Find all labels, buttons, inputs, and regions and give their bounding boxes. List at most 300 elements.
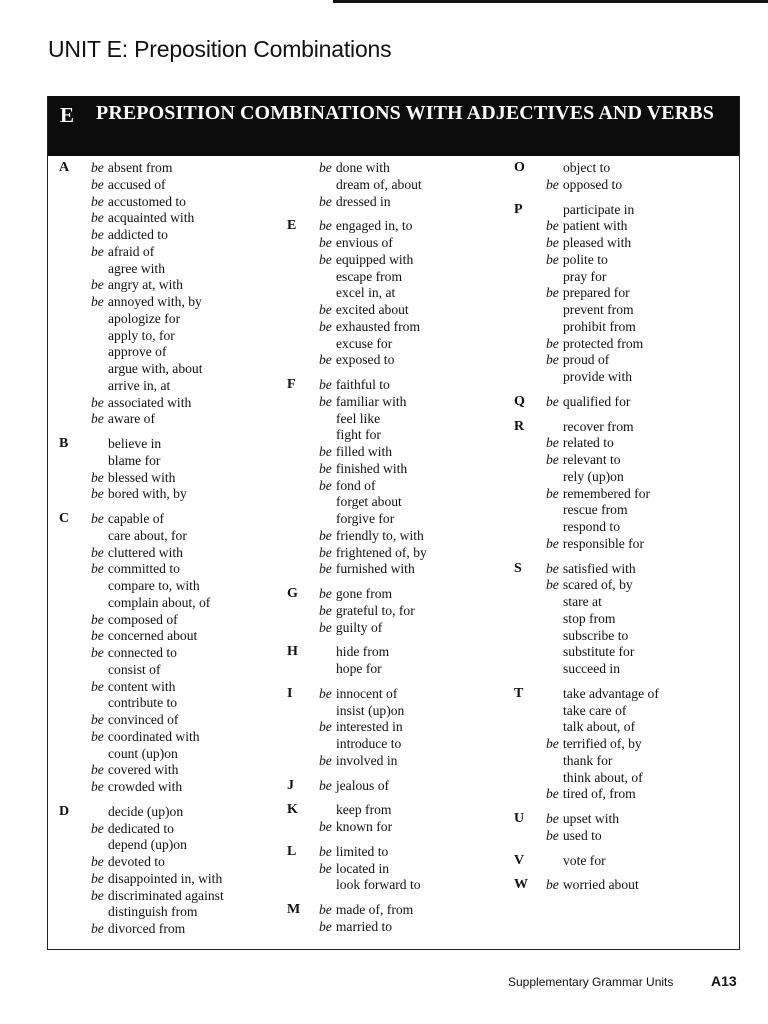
entry-text: blessed with xyxy=(107,469,176,485)
entry-text: equipped with xyxy=(335,251,414,267)
entry xyxy=(319,336,508,353)
entry-text: content with xyxy=(107,678,176,694)
entry-text: excited about xyxy=(335,302,409,317)
entry-list xyxy=(546,686,738,803)
entry xyxy=(546,611,738,628)
entry-text: think about, of xyxy=(563,769,643,785)
section-banner xyxy=(48,96,739,156)
entry xyxy=(319,252,508,269)
entry-text: escape from xyxy=(336,268,403,284)
entry xyxy=(91,361,278,378)
entry xyxy=(546,486,738,503)
entry xyxy=(91,645,278,662)
be-prefix: be xyxy=(91,728,104,744)
letter-group xyxy=(48,160,278,428)
entry xyxy=(91,612,278,629)
be-prefix: be xyxy=(91,779,104,794)
be-prefix: be xyxy=(319,902,332,917)
be-prefix: be xyxy=(91,561,104,577)
entry-text: talk about, of xyxy=(563,719,636,735)
entry-list xyxy=(546,561,738,678)
letter-group xyxy=(508,394,738,411)
entry-text: excuse for xyxy=(336,335,393,351)
entry xyxy=(546,435,738,452)
entry xyxy=(91,436,278,453)
be-prefix: be xyxy=(546,535,559,551)
be-prefix: be xyxy=(319,251,332,267)
letter-group xyxy=(508,877,738,894)
entry xyxy=(91,470,278,487)
entry-list xyxy=(319,802,508,836)
entry xyxy=(546,285,738,302)
entry xyxy=(546,877,738,894)
group-letter: S xyxy=(514,560,522,576)
be-prefix: be xyxy=(319,602,332,618)
group-letter: M xyxy=(287,902,301,917)
entry-text: tired of, from xyxy=(562,786,636,802)
entry xyxy=(546,644,738,661)
be-prefix: be xyxy=(91,227,104,242)
be-prefix: be xyxy=(91,820,104,836)
entry xyxy=(319,218,508,235)
letter-group xyxy=(278,802,508,836)
be-prefix: be xyxy=(546,786,559,802)
entry-text: excel in, at xyxy=(336,285,396,301)
be-prefix: be xyxy=(319,860,332,876)
entry-text: jealous of xyxy=(335,777,390,793)
entry-text: discriminated against xyxy=(107,887,224,903)
entry-list xyxy=(91,804,278,938)
entry-text: coordinated with xyxy=(107,728,200,744)
be-prefix: be xyxy=(91,176,104,192)
entry-text: look forward to xyxy=(336,877,421,893)
be-prefix: be xyxy=(546,877,559,893)
entry-text: object to xyxy=(563,160,611,175)
entry-text: stop from xyxy=(563,610,616,626)
entry-text: upset with xyxy=(562,811,620,826)
entry-text: furnished with xyxy=(335,561,415,577)
entry xyxy=(319,394,508,411)
entry-text: protected from xyxy=(562,335,644,351)
entry-text: prepared for xyxy=(562,285,630,301)
entry-text: filled with xyxy=(335,444,393,459)
entry xyxy=(319,861,508,878)
entry-text: familiar with xyxy=(335,393,407,409)
entry xyxy=(319,302,508,319)
entry xyxy=(91,695,278,712)
entry xyxy=(91,561,278,578)
section-letter: E xyxy=(60,103,75,127)
entry-text: hope for xyxy=(336,661,382,676)
entry xyxy=(546,686,738,703)
be-prefix: be xyxy=(319,218,332,234)
entry xyxy=(91,888,278,905)
entry xyxy=(546,502,738,519)
entry xyxy=(91,344,278,361)
entry xyxy=(546,786,738,803)
entry xyxy=(319,753,508,770)
be-prefix: be xyxy=(319,918,332,934)
entry-text: used to xyxy=(562,827,602,843)
entry xyxy=(546,202,738,219)
entry xyxy=(319,528,508,545)
entry xyxy=(546,594,738,611)
be-prefix: be xyxy=(546,251,559,267)
entry-text: friendly to, with xyxy=(335,527,424,543)
be-prefix: be xyxy=(319,843,332,859)
be-prefix: be xyxy=(319,527,332,543)
entry-text: exhausted from xyxy=(335,318,421,334)
be-prefix: be xyxy=(319,719,332,735)
be-prefix: be xyxy=(319,160,332,175)
entry xyxy=(546,352,738,369)
entry-text: satisfied with xyxy=(562,560,636,576)
be-prefix: be xyxy=(91,193,104,209)
entry xyxy=(91,511,278,528)
entry xyxy=(319,377,508,394)
entry-text: cluttered with xyxy=(107,544,183,560)
entry xyxy=(546,235,738,252)
entry-text: blame for xyxy=(108,452,161,468)
entry-text: angry at, with xyxy=(107,277,183,293)
entry xyxy=(91,921,278,938)
entry xyxy=(319,269,508,286)
entry-text: devoted to xyxy=(107,854,165,869)
entry-text: polite to xyxy=(562,251,608,267)
entry-text: married to xyxy=(335,918,393,934)
be-prefix: be xyxy=(91,544,104,560)
entry-text: apply to, for xyxy=(108,327,175,343)
be-prefix: be xyxy=(319,352,332,368)
entry xyxy=(91,712,278,729)
entry-list xyxy=(319,644,508,678)
be-prefix: be xyxy=(91,243,104,259)
entry xyxy=(91,277,278,294)
be-prefix: be xyxy=(91,469,104,485)
group-letter: D xyxy=(59,803,70,819)
entry xyxy=(91,486,278,503)
group-letter: C xyxy=(59,511,70,526)
entry xyxy=(546,536,738,553)
group-letter: G xyxy=(287,586,298,601)
group-letter: T xyxy=(514,685,524,701)
be-prefix: be xyxy=(319,235,332,250)
entry-text: scared of, by xyxy=(562,577,633,593)
entry-text: compare to, with xyxy=(108,578,200,593)
entry xyxy=(319,877,508,894)
entry-text: consist of xyxy=(108,661,161,677)
entry-text: arrive in, at xyxy=(108,377,171,393)
group-letter: L xyxy=(287,843,297,859)
entry xyxy=(91,227,278,244)
entry xyxy=(319,194,508,211)
entry xyxy=(319,661,508,678)
letter-group xyxy=(278,778,508,795)
entry-text: dressed in xyxy=(335,193,391,209)
group-letter: O xyxy=(514,160,525,175)
entry-list xyxy=(91,511,278,796)
be-prefix: be xyxy=(319,777,332,793)
entry xyxy=(91,628,278,645)
entry-text: dedicated to xyxy=(107,820,174,836)
entry xyxy=(546,628,738,645)
entry-text: finished with xyxy=(335,460,408,476)
entry-text: annoyed with, by xyxy=(107,294,202,309)
be-prefix: be xyxy=(319,318,332,334)
entry xyxy=(319,844,508,861)
letter-group xyxy=(48,436,278,503)
entry-text: innocent of xyxy=(335,685,398,701)
be-prefix: be xyxy=(91,411,104,427)
entry xyxy=(319,511,508,528)
be-prefix: be xyxy=(319,393,332,409)
be-prefix: be xyxy=(319,477,332,493)
entry-list xyxy=(546,877,738,894)
letter-group xyxy=(508,202,738,386)
entry xyxy=(91,177,278,194)
entry-text: afraid of xyxy=(107,243,155,259)
entry-text: addicted to xyxy=(107,227,168,242)
be-prefix: be xyxy=(91,611,104,627)
entry-text: connected to xyxy=(107,645,177,660)
entry-text: grateful to, for xyxy=(335,602,415,618)
entry-text: disappointed in, with xyxy=(107,870,223,886)
entry-text: faithful to xyxy=(335,377,390,392)
entry xyxy=(91,595,278,612)
entry-text: proud of xyxy=(562,352,610,368)
letter-group xyxy=(508,160,738,194)
be-prefix: be xyxy=(319,619,332,635)
entry-text: subscribe to xyxy=(563,627,629,643)
entry xyxy=(319,352,508,369)
entry xyxy=(319,919,508,936)
be-prefix: be xyxy=(91,394,104,410)
entry-text: forgive for xyxy=(336,511,395,526)
entry-text: relevant to xyxy=(562,452,621,467)
entry-text: keep from xyxy=(336,802,392,818)
be-prefix: be xyxy=(319,752,332,768)
group-letter: E xyxy=(287,218,297,234)
be-prefix: be xyxy=(91,854,104,869)
entry xyxy=(319,703,508,720)
entry-text: responsible for xyxy=(562,535,645,551)
letter-group xyxy=(278,644,508,678)
column-2 xyxy=(278,160,508,936)
entry xyxy=(546,703,738,720)
entry-text: contribute to xyxy=(108,695,178,711)
entry-text: dream of, about xyxy=(336,176,422,192)
entry-text: patient with xyxy=(562,218,628,234)
be-prefix: be xyxy=(319,302,332,317)
entry-text: hide from xyxy=(336,644,390,660)
entry xyxy=(319,478,508,495)
be-prefix: be xyxy=(319,561,332,577)
entry xyxy=(91,210,278,227)
entry xyxy=(546,577,738,594)
entry-text: distinguish from xyxy=(108,904,198,920)
be-prefix: be xyxy=(319,685,332,701)
entry-text: believe in xyxy=(108,436,162,451)
letter-group xyxy=(278,377,508,578)
entry-text: divorced from xyxy=(107,921,186,936)
entry xyxy=(319,461,508,478)
entry xyxy=(91,779,278,796)
entry-text: argue with, about xyxy=(108,361,203,376)
entry-text: fond of xyxy=(335,477,376,493)
entry xyxy=(546,811,738,828)
group-letter: R xyxy=(514,418,525,434)
entry xyxy=(91,261,278,278)
letter-group xyxy=(278,902,508,936)
entry xyxy=(319,494,508,511)
entry xyxy=(546,177,738,194)
entry-text: acquainted with xyxy=(107,210,195,226)
entry-list xyxy=(319,686,508,770)
letter-group xyxy=(278,218,508,369)
letter-group xyxy=(508,811,738,845)
entry xyxy=(546,561,738,578)
entry-text: made of, from xyxy=(335,902,414,917)
entry xyxy=(91,453,278,470)
entry-text: approve of xyxy=(108,344,167,360)
entry xyxy=(319,778,508,795)
entry xyxy=(319,586,508,603)
entry xyxy=(546,160,738,177)
entry-list xyxy=(546,160,738,194)
entry-text: forget about xyxy=(336,494,402,510)
be-prefix: be xyxy=(91,511,104,526)
entry xyxy=(319,427,508,444)
entry xyxy=(91,244,278,261)
be-prefix: be xyxy=(319,193,332,209)
group-letter: B xyxy=(59,436,69,451)
be-prefix: be xyxy=(91,762,104,778)
letter-group xyxy=(508,561,738,678)
entry-text: rescue from xyxy=(563,502,628,518)
entry xyxy=(319,285,508,302)
entry xyxy=(91,729,278,746)
entry-text: covered with xyxy=(107,762,179,778)
entry-text: exposed to xyxy=(335,352,395,368)
entry-text: qualified for xyxy=(562,393,631,409)
be-prefix: be xyxy=(546,827,559,843)
entry-text: insist (up)on xyxy=(336,702,405,718)
entry xyxy=(319,235,508,252)
be-prefix: be xyxy=(91,678,104,694)
letter-group xyxy=(278,160,508,210)
entry-text: take care of xyxy=(563,702,627,718)
be-prefix: be xyxy=(91,921,104,936)
entry-text: bored with, by xyxy=(107,486,187,502)
entry xyxy=(319,319,508,336)
entry xyxy=(319,620,508,637)
entry-text: concerned about xyxy=(107,628,198,644)
group-letter: V xyxy=(514,852,525,868)
entry-text: frightened of, by xyxy=(335,544,427,560)
entry-list xyxy=(546,394,738,411)
entry xyxy=(91,194,278,211)
entry-text: pray for xyxy=(563,268,607,284)
entry-text: prohibit from xyxy=(563,318,636,334)
entry-list xyxy=(319,218,508,369)
entry xyxy=(91,311,278,328)
entry xyxy=(319,686,508,703)
entry xyxy=(546,753,738,770)
entry-text: stare at xyxy=(563,594,602,609)
group-letter: U xyxy=(514,811,525,826)
entry-text: opposed to xyxy=(562,176,623,192)
entry-text: engaged in, to xyxy=(335,218,413,234)
entry xyxy=(319,819,508,836)
entry xyxy=(319,411,508,428)
letter-group xyxy=(508,853,738,870)
letter-group xyxy=(508,419,738,553)
entry-text: composed of xyxy=(107,611,178,627)
be-prefix: be xyxy=(546,352,559,368)
entry xyxy=(546,519,738,536)
entry xyxy=(319,603,508,620)
group-letter: A xyxy=(59,160,70,175)
entry xyxy=(91,679,278,696)
entry xyxy=(319,802,508,819)
group-letter: I xyxy=(287,685,293,701)
entry-text: known for xyxy=(335,819,393,834)
entry-text: complain about, of xyxy=(108,594,211,610)
entry xyxy=(319,719,508,736)
entry-text: pleased with xyxy=(562,235,632,250)
group-letter: J xyxy=(287,777,294,793)
entry-text: care about, for xyxy=(108,527,187,543)
entry-text: feel like xyxy=(336,410,381,426)
column-3 xyxy=(508,160,738,894)
entry-list xyxy=(319,586,508,636)
entry xyxy=(91,746,278,763)
entry xyxy=(319,545,508,562)
be-prefix: be xyxy=(319,819,332,834)
entry-list xyxy=(319,377,508,578)
entry-text: count (up)on xyxy=(108,745,178,761)
entry xyxy=(546,828,738,845)
entry xyxy=(546,719,738,736)
entry-text: interested in xyxy=(335,719,403,735)
be-prefix: be xyxy=(319,444,332,459)
entry-text: limited to xyxy=(335,843,389,859)
entry xyxy=(91,378,278,395)
entry-text: vote for xyxy=(563,852,606,868)
entry-text: prevent from xyxy=(563,302,634,317)
entry xyxy=(91,160,278,177)
be-prefix: be xyxy=(546,176,559,192)
be-prefix: be xyxy=(91,210,104,226)
entry-text: committed to xyxy=(107,561,180,577)
entry-text: associated with xyxy=(107,394,192,410)
group-letter: Q xyxy=(514,393,525,409)
entry xyxy=(319,561,508,578)
entry-text: thank for xyxy=(563,752,613,768)
group-letter: H xyxy=(287,644,298,660)
letter-group xyxy=(278,586,508,636)
be-prefix: be xyxy=(91,160,104,175)
entry-list xyxy=(546,811,738,845)
entry xyxy=(91,854,278,871)
entry-text: capable of xyxy=(107,511,165,526)
be-prefix: be xyxy=(91,887,104,903)
top-rule xyxy=(333,0,768,3)
entry xyxy=(91,545,278,562)
entry-text: respond to xyxy=(563,519,621,534)
entry xyxy=(91,328,278,345)
entry xyxy=(319,736,508,753)
